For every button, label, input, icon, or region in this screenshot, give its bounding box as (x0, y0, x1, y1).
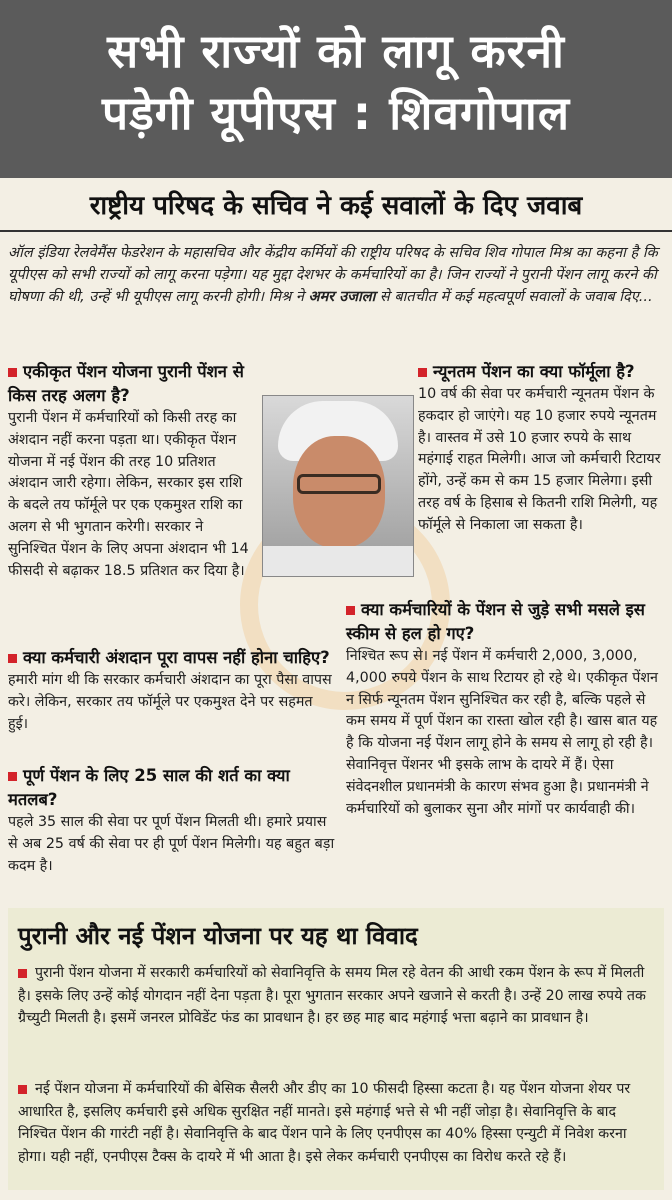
headline-line-2: पड़ेगी यूपीएस : शिवगोपाल (101, 86, 571, 140)
red-square-bullet-icon (346, 606, 355, 615)
question-text: क्या कर्मचारियों के पेंशन से जुड़े सभी मसले इस स्कीम से हल हो गए? (346, 600, 645, 643)
answer-text: निश्चित रूप से। नई पेंशन में कर्मचारी 2,000, 3,000, 4,000 रुपये पेंशन के साथ रिटायर हो रहे थे। एकीकृत पेंशन न सिर्फ न्यूनतम पेंशन सुनिश्चित कर रही है, बल्कि पहले से कम समय में पूर्ण पेंशन का रास्ता खोल रही है। खास बात यह है कि योजना नई पेंशन लागू होने के समय से लागू हो रही है। सेवानिवृत्त पेंशनर भी इसके लाभ के दायरे में हैं। ऐसा संवेदनशील प्रधानमंत्री के कारण संभव हुआ है। प्रधानमंत्री ने कर्मचारियों को बुलाकर सुना और मांगों पर कार्यवाही की। (346, 648, 658, 817)
dispute-point-2 (18, 1078, 654, 1168)
question-text: न्यूनतम पेंशन का क्या फॉर्मूला है? (433, 362, 635, 381)
subheadline: राष्ट्रीय परिषद के सचिव ने कई सवालों के दिए जवाब (0, 182, 672, 232)
intro-newspaper-name: अमर उजाला (308, 289, 376, 305)
answer-text: 10 वर्ष की सेवा पर कर्मचारी न्यूनतम पेंशन के हकदार हो जाएंगे। यह 10 हजार रुपये न्यूनतम है। वास्तव में उसे 10 हजार रुपये के साथ महंगाई राहत मिलेगी। आज जो कर्मचारी रिटायर होंगे, उन्हें कम से कम 15 हजार मिलेगा। इसी तरह वर्ष के हिसाब से कितनी राशि मिलेगी, यह फॉर्मूले से निकाला जा सकता है। (418, 386, 661, 533)
left-column-qa-1 (8, 360, 252, 582)
question-heading (346, 598, 664, 646)
intro-text-2: से बातचीत में कई महत्वपूर्ण सवालों के जवाब दिए... (375, 289, 653, 305)
dispute-point-text: पुरानी पेंशन योजना में सरकारी कर्मचारियों को सेवानिवृत्ति के समय मिल रहे वेतन की आधी रकम पेंशन के रूप में मिलती है। इसके लिए उन्हें कोई योगदान नहीं देना पड़ता है। पूरा भुगतान सरकार अपने खजाने से करती है। उन्हें 20 लाख रुपये तक ग्रैच्युटी मिलती है। इसमें जनरल प्रोविडेंट फंड का प्रावधान है। हर छह माह बाद महंगाई भत्ता बढ़ाने का प्रावधान है। (18, 965, 646, 1026)
dispute-point-1 (18, 962, 654, 1030)
question-text: क्या कर्मचारी अंशदान पूरा वापस नहीं होना चाहिए? (23, 648, 330, 667)
answer-text: पुरानी पेंशन में कर्मचारियों को किसी तरह का अंशदान नहीं करना पड़ता था। एकीकृत पेंशन योजना में नई पेंशन की तरह 10 प्रतिशत अंशदान जारी रहेगा। लेकिन, सरकार इस राशि के बदले तय फॉर्मूले पर एक एकमुश्त राशि का अलग से भी भुगतान करेगी। सरकार ने सुनिश्चित पेंशन के लिए अपना अंशदान भी 14 फीसदी से बढ़ाकर 18.5 प्रतिशत कर दिया है। (8, 410, 249, 579)
question-heading (8, 360, 252, 408)
right-column-qa-2 (346, 598, 664, 820)
left-column-qa-2 (8, 646, 336, 735)
red-square-bullet-icon (8, 654, 17, 663)
headline-banner (0, 0, 672, 178)
portrait-photo (262, 395, 414, 577)
question-text: पूर्ण पेंशन के लिए 25 साल की शर्त का क्या मतलब? (8, 766, 290, 809)
red-square-bullet-icon (18, 1085, 27, 1094)
answer-text: पहले 35 साल की सेवा पर पूर्ण पेंशन मिलती थी। हमारे प्रयास से अब 25 वर्ष की सेवा पर ही पूर्ण पेंशन मिलेगी। यह बहुत बड़ा कदम है। (8, 814, 335, 874)
red-square-bullet-icon (8, 368, 17, 377)
dispute-point-text: नई पेंशन योजना में कर्मचारियों की बेसिक सैलरी और डीए का 10 फीसदी हिस्सा कटता है। यह पेंशन योजना शेयर पर आधारित है, इसलिए कर्मचारी इसे अधिक सुरक्षित नहीं मानते। इसे महंगाई भत्ते से भी नहीं जोड़ा है। सेवानिवृत्ति के बाद निश्चित पेंशन की गारंटी नहीं है। सेवानिवृत्ति के बाद पेंशन पाने के लिए एनपीएस का 40% हिस्सा एन्युटी में निवेश करना होगा। यही नहीं, एनपीएस टैक्स के दायरे में भी आता है। इसे लेकर कर्मचारी एनपीएस का विरोध करते रहे हैं। (18, 1081, 631, 1165)
intro-paragraph (8, 242, 664, 308)
red-square-bullet-icon (418, 368, 427, 377)
red-square-bullet-icon (8, 772, 17, 781)
headline-line-1: सभी राज्यों को लागू करनी (107, 24, 565, 78)
question-heading (8, 646, 336, 670)
dispute-box-title: पुरानी और नई पेंशन योजना पर यह था विवाद (18, 922, 418, 950)
red-square-bullet-icon (18, 969, 27, 978)
question-heading (8, 764, 336, 812)
left-column-qa-3 (8, 764, 336, 877)
right-column-qa-1 (418, 360, 664, 537)
question-text: एकीकृत पेंशन योजना पुरानी पेंशन से किस तरह अलग है? (8, 362, 244, 405)
answer-text: हमारी मांग थी कि सरकार कर्मचारी अंशदान का पूरा पैसा वापस करे। लेकिन, सरकार तय फॉर्मूले पर एकमुश्त देने पर सहमत हुई। (8, 672, 332, 732)
question-heading (418, 360, 664, 384)
intro-text-1: ऑल इंडिया रेलवेमैंस फेडरेशन के महासचिव और केंद्रीय कर्मियों की राष्ट्रीय परिषद के सचिव शिव गोपाल मिश्र का कहना है कि यूपीएस को सभी राज्यों को लागू करना पड़ेगा। यह मुद्दा देशभर के कर्मचारियों का है। जिन राज्यों ने पुरानी पेंशन लागू करने की घोषणा की थी, उन्हें भी यूपीएस लागू करनी होगी। मिश्र ने (8, 245, 658, 305)
